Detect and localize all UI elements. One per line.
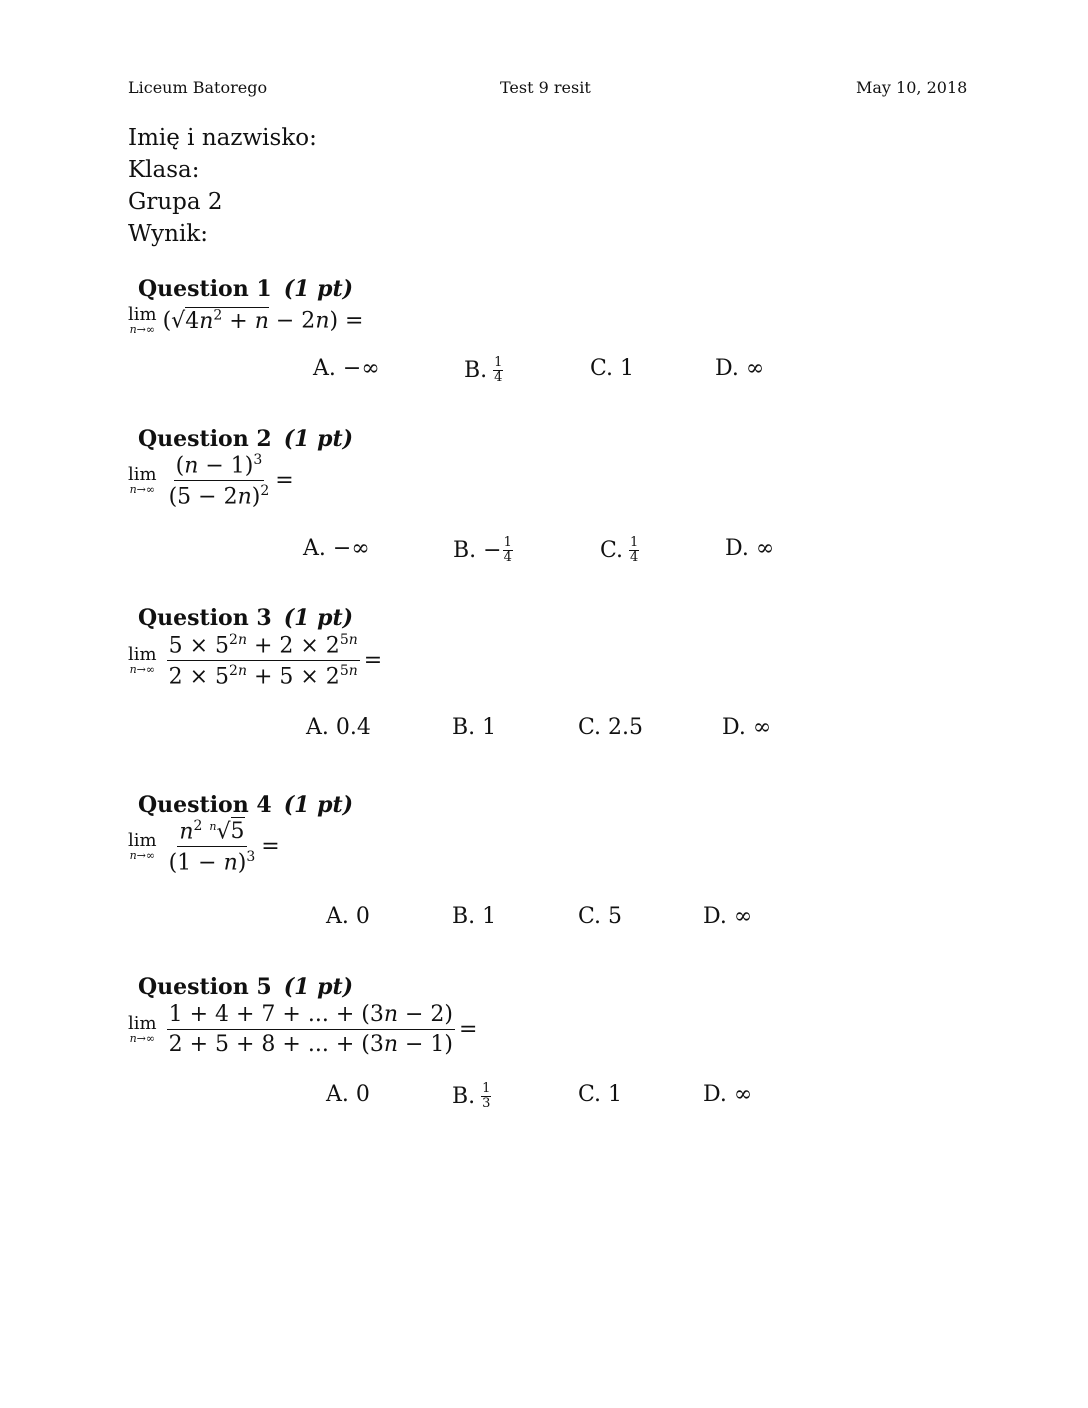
- question-points: (1 pt): [283, 426, 354, 452]
- answer-option[interactable]: B. 1 3: [452, 1081, 491, 1111]
- answer-option[interactable]: B. − $\frac{1}{4}$: [453, 535, 512, 565]
- answer-option[interactable]: D. ∞: [703, 1082, 753, 1107]
- question-number: Question 5: [138, 974, 272, 1000]
- answer-option[interactable]: A. 0: [326, 1082, 370, 1107]
- answer-option[interactable]: A. −∞: [313, 356, 380, 381]
- question-expression: lim n→∞ $\frac{(n - 1)^3}{(5 - 2n)^2}$ =: [128, 452, 294, 510]
- question-number: Question 4: [138, 792, 272, 818]
- answer-option[interactable]: C. 1 4: [600, 535, 639, 565]
- answer-option[interactable]: D. ∞: [715, 356, 765, 381]
- answer-option[interactable]: A. 0.4: [306, 715, 371, 740]
- answer-option[interactable]: B. 1: [452, 904, 497, 929]
- answer-option[interactable]: C. 1: [590, 356, 635, 381]
- question-points: (1 pt): [283, 605, 354, 631]
- answer-option[interactable]: C. 2.5: [578, 715, 644, 740]
- question-title: [138, 792, 353, 818]
- question-expression: lim n→∞ $(√4n^2 + n - 2n)$ =: [128, 304, 364, 336]
- answer-option[interactable]: D. ∞: [722, 715, 772, 740]
- question-number: Question 2: [138, 426, 272, 452]
- answer-option[interactable]: A. 0: [326, 904, 370, 929]
- answer-option[interactable]: C. 5: [578, 904, 623, 929]
- question-expression: lim n→∞ $\frac{5 \times 5^{2n} + 2 \times 2^{5n}}{2 \times 5^{2n} + 5 \times 2^{5n}}$ =: [128, 632, 383, 690]
- answer-option[interactable]: A. −∞: [303, 536, 370, 561]
- question-title: [138, 426, 353, 452]
- answer-option[interactable]: B. 1 4: [464, 355, 503, 385]
- question-points: (1 pt): [283, 276, 354, 302]
- question-title: [138, 605, 353, 631]
- score-label: Wynik:: [128, 221, 208, 247]
- question-points: (1 pt): [283, 974, 354, 1000]
- question-points: (1 pt): [283, 792, 354, 818]
- answer-option[interactable]: D. ∞: [725, 536, 775, 561]
- class-label: Klasa:: [128, 157, 200, 183]
- answer-option[interactable]: B. 1: [452, 715, 497, 740]
- header-test-title: Test 9 resit: [500, 78, 591, 97]
- answer-option[interactable]: C. 1: [578, 1082, 623, 1107]
- question-expression: lim n→∞ $\frac{n^2 ^n√5}{(1 - n)^3}$ =: [128, 818, 280, 876]
- question-expression: lim n→∞ $\frac{1 + 4 + 7 + ... + (3n - 2)}{2 + 5 + 8 + ... + (3n - 1)}$ =: [128, 1002, 478, 1057]
- question-title: [138, 974, 353, 1000]
- header-school: Liceum Batorego: [128, 78, 268, 97]
- question-number: Question 3: [138, 605, 272, 631]
- answer-option[interactable]: D. ∞: [703, 904, 753, 929]
- group-label: Grupa 2: [128, 189, 223, 215]
- question-title: [138, 276, 353, 302]
- header-date: May 10, 2018: [856, 78, 968, 97]
- student-name-label: Imię i nazwisko:: [128, 125, 317, 151]
- question-number: Question 1: [138, 276, 272, 302]
